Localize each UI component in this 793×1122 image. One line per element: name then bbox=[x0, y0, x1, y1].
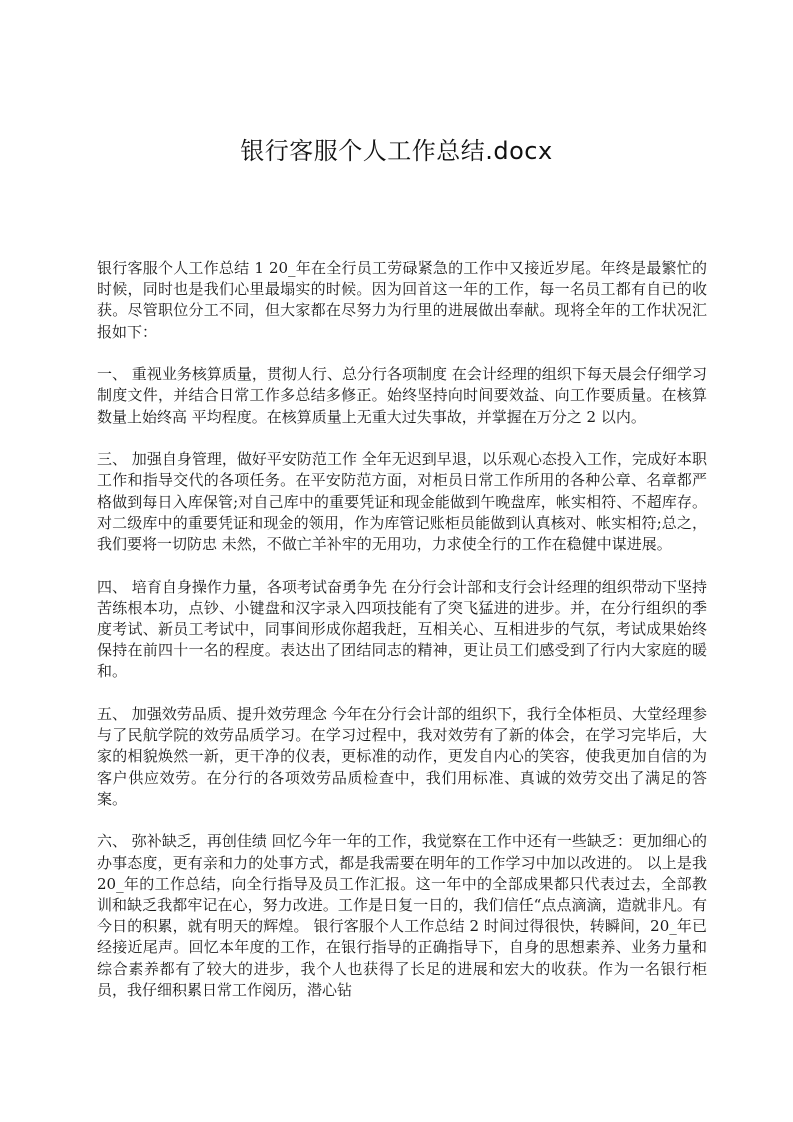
paragraph-section-3: 三、 加强自身管理，做好平安防范工作 全年无迟到早退，以乐观心态投入工作，完成好本职工作和指导交代的各项任务。在平安防范方面，对柜员日常工作所用的各种公章、名章都严格做到每日入库保管;对自己库中的重要凭证和现金能做到午晚盘库，帐实相符、不超库存。对二级库中的重要凭证和现金的领用，作为库管记账柜员能做到认真核对、帐实相符;总之，我们要将一切防忠 未然，不做亡羊补牢的无用功，力求使全行的工作在稳健中谋进展。 bbox=[97, 450, 707, 554]
paragraph-section-5: 五、 加强效劳品质、提升效劳理念 今年在分行会计部的组织下，我行全体柜员、大堂经理参与了民航学院的效劳品质学习。在学习过程中，我对效劳有了新的体会，在学习完毕后，大家的相貌焕然一新，更干净的仪表，更标准的动作，更发自内心的笑容，使我更加自信的为客户供应效劳。在分行的各项效劳品质检查中，我们用标准、真诚的效劳交出了满足的答案。 bbox=[97, 705, 707, 808]
paragraph-section-1: 一、 重视业务核算质量，贯彻人行、总分行各项制度 在会计经理的组织下每天晨会仔细学习制度文件，并结合日常工作多总结多修正。始终坚持向时间要效益、向工作要质量。在核算数量上始终高 平均程度。在核算质量上无重大过失事故，并掌握在万分之 2 以内。 bbox=[97, 365, 707, 426]
paragraph-intro: 银行客服个人工作总结 1 20_年在全行员工劳碌紧急的工作中又接近岁尾。年终是最繁忙的时候，同时也是我们心里最塌实的时候。因为回首这一年的工作，每一名员工都有自已的收获。尽管职位分工不同，但大家都在尽努力为行里的进展做出奉献。现将全年的工作状况汇报如下： bbox=[97, 259, 707, 341]
paragraph-section-6: 六、 弥补缺乏，再创佳绩 回忆今年一年的工作，我觉察在工作中还有一些缺乏：更加细心的办事态度，更有亲和力的处事方式，都是我需要在明年的工作学习中加以改进的。 以上是我 20_年的工作总结，向全行指导及员工作汇报。这一年中的全部成果都只代表过去，全部教训和缺乏我都牢记在心，努力改进。工作是日复一日的，我们信任“点点滴滴，造就非凡。有今日的积累，就有明天的辉煌。 银行客服个人工作总结 2 时间过得很快，转瞬间，20_年已经接近尾声。回忆本年度的工作，在银行指导的正确指导下，自身的思想素养、业务力量和综合素养都有了较大的进步，我个人也获得了长足的进展和宏大的收获。作为一名银行柜员，我仔细积累日常工作阅历，潜心钻 bbox=[97, 832, 707, 999]
paragraph-section-4: 四、 培育自身操作力量，各项考试奋勇争先 在分行会计部和支行会计经理的组织带动下坚持苦练根本功，点钞、小键盘和汉字录入四项技能有了突飞猛进的进步。并，在分行组织的季度考试、新员工考试中，同事间形成你超我赶，互相关心、互相进步的气氛，考试成果始终保持在前四十一名的程度。表达出了团结同志的精神，更让员工们感受到了行内大家庭的暖和。 bbox=[97, 577, 707, 681]
document-body bbox=[97, 258, 707, 1001]
document-title: 银行客服个人工作总结.docx bbox=[240, 137, 553, 165]
